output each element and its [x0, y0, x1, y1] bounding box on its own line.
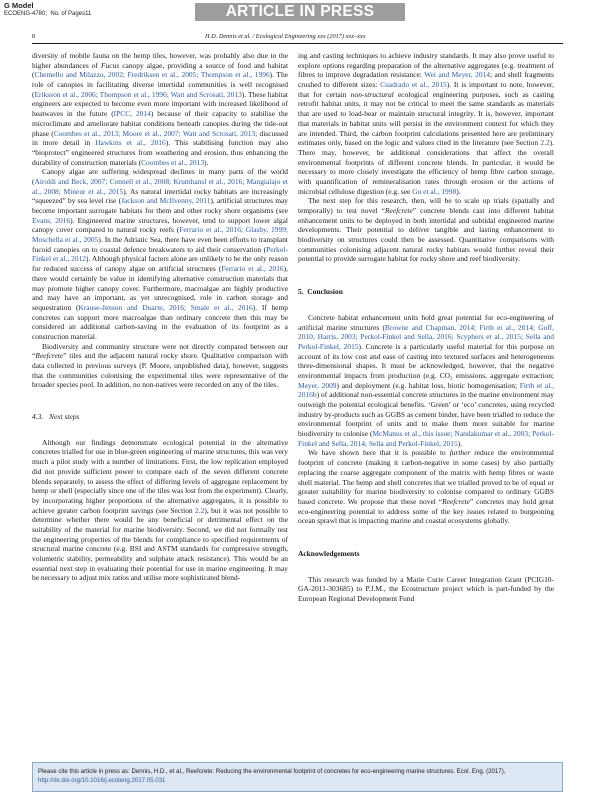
text-run: ).	[456, 186, 461, 196]
paragraph	[32, 51, 288, 167]
text-run: ). These habitat engineers are expected to become even more important with increased likelihood of heatwaves in the future (	[32, 89, 288, 119]
text-run: ). As natural intertidal rocky habitats are increasingly “squeezed” by sea level rise (	[32, 186, 288, 206]
citation-link[interactable]: Perkol-Finkel et al., 2012	[32, 244, 288, 264]
text-run: We have shown here that it is possible to	[308, 448, 450, 458]
text-run: ; and shell fragments crushed to different sizes:	[298, 70, 554, 90]
paragraph	[298, 575, 554, 604]
citation-link[interactable]: Browne and Chapman, 2014; Firth et al., 2014; Goff, 2010; Harris, 2003; Perkol-Finkel and Sella, 2016; Scyphers et al., 2015; Sella and Perkol-Finkel, 2015	[298, 322, 554, 351]
text-run: ing and casting techniques to achieve industry standards. It may also prove useful to explore options regarding preparation of the alternative aggregates (e.g. treatment of fibres to improve degradation resistance:	[298, 51, 554, 80]
text-run: ). If hemp concretes can support more macroalgae than ordinary concrete then this may be considered an additional carbon-saving in the evaluation of its footprint as a construction material.	[32, 302, 288, 341]
text-run: ), but it was not possible to determine whether there would be any beneficial or detrimental effect on the suitability of the material for marine biodiversity. Second, we did not formally test the engineering properties of the blends for compliance to specified requirements of structural marine concrete (e.g. BSI and ASTM standards for compressive strength, volumetric stability, permeability and sulphate attack resistance). This would be an essential next step in evaluating their potential for use in marine engineering. It may be necessary to adjust mix ratios and utilise more sophisticated blend-	[32, 505, 288, 583]
acknowledgements-heading: Acknowledgements	[298, 548, 360, 558]
citation-link[interactable]: Firth et al., 2016b	[298, 380, 554, 400]
text-run: Canopy algae are suffering widespread declines in many parts of the world (	[32, 167, 288, 186]
italic-text: Reefcrete	[442, 496, 470, 506]
left-column	[32, 51, 288, 764]
section-heading	[298, 287, 554, 297]
pages-count: No. of Pages11	[50, 11, 92, 17]
journal-code-id: ECOENG-4780;	[4, 11, 48, 17]
text-run: ; discussed in more detail in	[32, 128, 288, 148]
citation-link[interactable]: Ferrario et al., 2016	[221, 264, 284, 274]
citation-link[interactable]: 2.2	[540, 138, 550, 148]
citation-link[interactable]: 2.2	[195, 505, 205, 515]
text-run: ).	[457, 438, 463, 448]
text-run: ), artificial structures may become important surrogate habitats for them and other rocky shore organisms (see	[32, 196, 288, 215]
text-run: ” concretes may hold great eco-engineering potential to address some of the key issues related to burgeoning ocean sprawl that is impacting marine and coastal ecosystems globally.	[298, 496, 554, 526]
citation-link[interactable]: Eriksson et al., 2006; Thompson et al., 1996; Watt and Scrosati, 2013	[34, 89, 242, 99]
paragraph	[32, 167, 288, 341]
citation-link[interactable]: Airoldi and Beck, 2007; Connell et al., 2008; Krumhansl et al., 2016; Mangialajo et al., 2008; Mineur et al., 2015	[32, 176, 288, 196]
citation-link[interactable]: Wei and Meyer, 2014	[424, 70, 490, 80]
citation-link[interactable]: Gu et al., 1998	[412, 186, 457, 196]
section-number: 5.	[298, 287, 304, 297]
text-run: ), there would certainly be value in identifying alternative construction materials that may promote higher canopy cover. Furthermore, macroalgae are highly productive and may have an important, as yet unrecognised, role in carbon storage and sequestration (	[32, 264, 288, 312]
subsection-heading	[32, 412, 288, 422]
text-run: ) and deployment (e.g. habitat loss, biotic homogenisation;	[336, 380, 520, 390]
text-run: ” tiles and the adjacent natural rocky shore. Qualitative comparison with data collected in previous surveys (P. Moore, unpublished data), however, suggests that the communities colonising the experimental tiles were representative of the broader species pool. In addition, no non-natives were recorded on any of the tiles.	[32, 351, 288, 390]
text-run: Although our findings demonstrate ecological potential in the alternative concretes trialled for use in blue-green engineering of marine structures, this was very much a pilot study with a number of limitations. First, the low replication employed did not provide sufficient power to compare each of the seven different concrete blends separately, to assess the effect of differing levels of aggregate replacement by hemp or shell (especially since one of the tiles was lost from the experiment). Clearly, by incorporating higher proportions of the alternative aggregates, it is possible to achieve greater carbon footprint savings (see Section	[32, 437, 288, 515]
subsection-title: Next steps	[49, 412, 80, 422]
citation-link[interactable]: Meyer, 2009	[298, 380, 337, 390]
text-run: ecological engineering purposes, such as casting retrofit habitat units, it may not be critical to meet the same standards as materials that are used to load-bear or maintain structural integrity. It is, however, important that materials in habitat units will persist in the environment context for which they are intended. Third, the carbon footprint calculations presented here are preliminary estimates only, based on the logic and values cited in the literature (see Section	[298, 89, 554, 148]
subsection-number: 4.3.	[32, 412, 44, 422]
text-run: reduce the environmental footprint of concrete (making it carbon-negative in some cases) by also partially replacing the coarse aggregate component of the matrix with hemp fibres or waste shell material. The hemp and shell concretes that we trialled proved to be of equal or greater suitability for marine biodiversity to colonise compared to ordinary GGBS based concrete. We propose that these novel “	[298, 448, 554, 506]
text-run: Concrete habitat enhancement units hold great potential for eco-engineering of artificial marine structures (	[298, 312, 554, 332]
text-run: ). It is important to note, however, that for certain	[298, 80, 554, 99]
paragraph	[298, 196, 554, 264]
italic-text: Reefcrete	[384, 206, 413, 215]
text-run: ) because of their capacity to stabilise the microclimate and ameliorate habitat conditions beneath canopies during the tide-out phase (	[32, 109, 288, 138]
citation-link[interactable]: Ferrario et al., 2016; Glasby, 1999; Moschella et al., 2005	[32, 225, 288, 245]
text-run: canopy algae, providing a source of food and habitat (	[32, 60, 288, 80]
citation-text: Please cite this article in press as: Dennis, H.D., et al., Reefcrete: Reducing the environmental footprint of concretes for eco-engineering marine structures. Ecol. Eng. (2017),	[38, 768, 506, 775]
text-run: ). The role of canopies in facilitating diverse intertidal communities is well recognised (	[32, 70, 288, 99]
citation-link[interactable]: Chemello and Milazzo, 2002; Fredriksen et al., 2005; Thompson et al., 1996	[34, 70, 270, 80]
paragraph	[32, 342, 288, 390]
running-head: H.D. Dennis et al. / Ecological Engineering xxx (2017) xxx–xxx	[205, 33, 366, 40]
text-run: ) of additional non-essential concrete structures in the marine environment may outweigh the potential ecological benefits. ‘Green’ or ‘eco’ concretes, using recycled industry by-products such as GGBS as cement binder, have been trialled to reduce the environmental footprint of units and to make them more suitable for marine biodiversity to colonise (	[298, 390, 554, 439]
paragraph	[32, 438, 288, 583]
text-run: This research was funded by a Marie Curie Career Integration Grant (PCIG10-GA-2011-303685) to P.J.M., the Ecostructure project which is part-funded by the European Regional Development Fund	[298, 574, 554, 603]
text-run: ). In the Adriatic Sea, there have even been efforts to transplant fucoid canopies on to coastal defence breakwaters to aid their conservation (	[32, 235, 288, 254]
italic-text: Fucus	[101, 60, 120, 70]
citation-link[interactable]: Evans, 2016	[32, 215, 71, 225]
gmodel-label: G Model	[4, 1, 34, 10]
text-run: diversity of mobile fauna on the hemp tiles, however, was probably also due to the higher abundances of	[32, 51, 288, 70]
italic-text: non-structural	[350, 89, 394, 99]
text-run: ). There may, however, be additional considerations that affect the overall environmental footprints of different concrete blends. In particular, it would be necessary to more closely investigate the efficiency of hemp fibre carbon storage, with quantification of remineralisation rates through erosion or the actions of microbial cellulose digestion (e.g. see	[298, 138, 554, 196]
header-rule	[32, 43, 563, 44]
right-column	[298, 51, 554, 764]
section-title: Conclusion	[307, 287, 343, 297]
text-run: Biodiversity and community structure were not directly compared between our “	[32, 341, 288, 361]
citation-link[interactable]: McManus et al., this issue; Nandakumar et al., 2003; Perkol-Finkel and Sella, 2014; Sella and Perkol-Finkel, 2015	[298, 429, 554, 448]
text-run: The next step for this research, then, will be to scale up trials (spatially and temporally) to test novel “	[298, 196, 554, 215]
italic-text: further	[449, 448, 471, 458]
citation-link[interactable]: Jackson and McIlvenny, 2011	[121, 196, 211, 206]
citation-link[interactable]: Coombes et al., 2013	[141, 157, 205, 167]
text-run: ). Concrete is a particularly useful material for this purpose on account of its low cost and ease of casting into textured surfaces and heterogeneous three-dimensional shapes. It must be acknowledged, however, that the negative environmental impacts from production (e.g. CO₂ emissions, aggregate extraction;	[298, 341, 554, 380]
text-run: ). Although physical factors alone are unlikely to be the only reason for reduced success of canopy algae on artificial structures (	[32, 254, 288, 274]
doi-link[interactable]: http://dx.doi.org/10.1016/j.ecoleng.2017.05.031	[38, 777, 166, 784]
paragraph	[298, 51, 554, 196]
page-number: 8	[32, 33, 36, 40]
article-in-press-banner: ARTICLE IN PRESS	[195, 3, 405, 21]
citation-link[interactable]: Hawkins et al., 2016	[95, 138, 166, 148]
citation-footer	[32, 762, 563, 792]
paragraph	[298, 448, 554, 526]
text-run: ). Engineered marine structures, however, tend to support lower algal canopy cover compared to natural rocky reefs (	[32, 215, 288, 235]
text-run: ).	[204, 157, 209, 167]
italic-text: Reefcrete	[35, 351, 64, 361]
citation-link[interactable]: Krause-Jenson and Duarte, 2016; Smale et al., 2016	[78, 302, 253, 312]
top-banner	[0, 0, 595, 22]
citation-link[interactable]: Cuadrado et al., 2015	[380, 80, 447, 90]
text-run: ). This stabilising function may also “bioprotect” engineered structures from weathering and erosion, thus enhancing the durability of construction materials (	[32, 138, 288, 167]
citation-link[interactable]: Coombes et al., 2013; Moore et al., 2007; Watt and Scrosati, 2013	[53, 128, 256, 138]
paragraph	[298, 313, 554, 449]
text-run: ” concrete blends cast into different habitat enhancement units to be deployed in both intertidal and subtidal engineered marine developments. Their potential to deliver tangible and lasting enhancement to biodiversity on structures could then be assessed. Quantitative comparisons with communities colonising adjacent natural rocky habitats would further reveal their potential to provide surrogate habitat for rocky shore and reef biodiversity.	[298, 206, 554, 264]
citation-link[interactable]: IPCC, 2014	[113, 109, 151, 119]
journal-code	[4, 11, 91, 17]
